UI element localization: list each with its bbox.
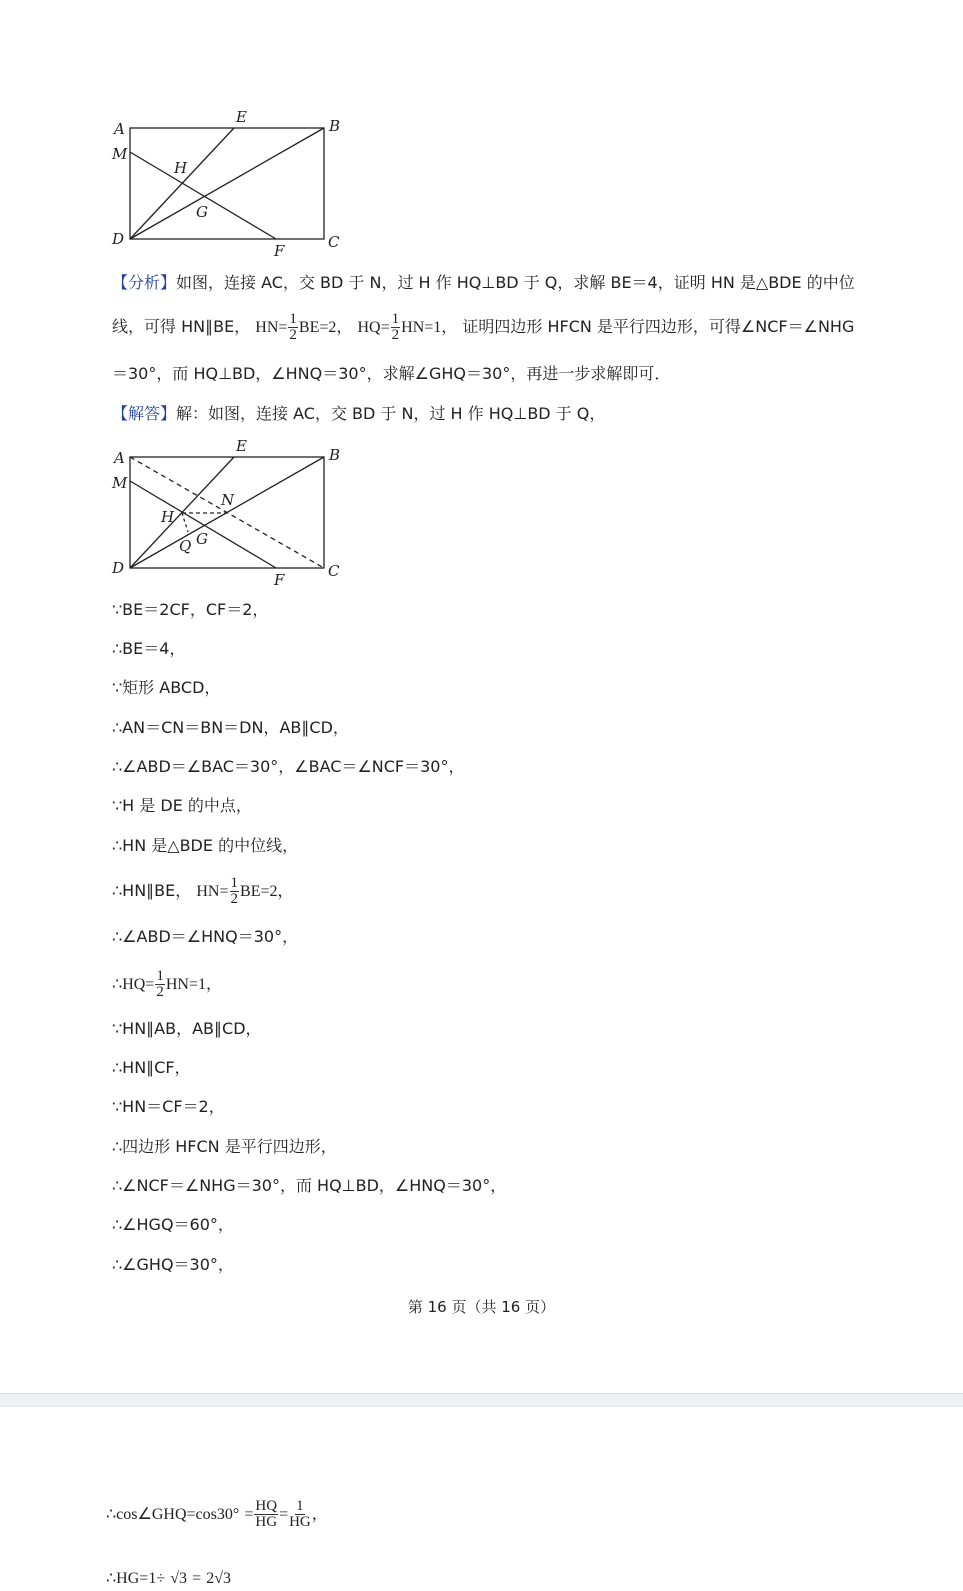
label-m: M <box>112 145 128 163</box>
fraction-half-4 <box>155 969 165 1000</box>
document-page-17-top <box>0 1407 963 1591</box>
frac-den: 2 <box>391 327 400 343</box>
label-q: Q <box>179 537 192 555</box>
analysis-be: BE=2， <box>298 319 353 336</box>
answer-tag: 【解答】 <box>112 404 177 423</box>
step-17: ∴∠GHQ＝30°， <box>112 1255 234 1274</box>
step-1: ∵BE＝2CF，CF＝2， <box>112 600 269 619</box>
analysis-line-3: ＝30°，而 HQ⊥BD，∠HNQ＝30°，求解∠GHQ＝30°，再进一步求解即可． <box>112 364 671 383</box>
step-11: ∵HN∥AB，AB∥CD， <box>112 1019 262 1038</box>
cos-end: ， <box>311 1504 328 1523</box>
analysis-hn: HN= <box>255 319 288 336</box>
label-m: M <box>112 474 128 492</box>
step-13: ∵HN＝CF＝2， <box>112 1097 225 1116</box>
two-sqrt3: 2√3 <box>206 1570 231 1587</box>
step-7: ∴HN 是△BDE 的中位线， <box>112 836 299 855</box>
step-12: ∴HN∥CF， <box>112 1058 191 1077</box>
label-h: H <box>161 508 175 526</box>
label-c: C <box>328 233 340 251</box>
step-9: ∴∠ABD＝∠HNQ＝30°， <box>112 927 299 946</box>
label-d: D <box>112 230 125 248</box>
label-d: D <box>112 559 125 577</box>
label-a: A <box>114 120 125 138</box>
frac-num: 1 <box>156 968 164 984</box>
step-2: ∴BE＝4， <box>112 639 186 658</box>
step-8-a: ∴HN∥BE， <box>112 881 192 900</box>
frac-num: 1 <box>391 311 400 327</box>
step-5: ∴∠ABD＝∠BAC＝30°，∠BAC＝∠NCF＝30°， <box>112 757 465 776</box>
step-8 <box>112 876 294 907</box>
analysis-text-2a: 线，可得 HN∥BE， <box>112 317 251 336</box>
step-16: ∴∠HGQ＝60°， <box>112 1215 234 1234</box>
sqrt3: √3 <box>170 1570 187 1587</box>
page-separator <box>0 1393 963 1407</box>
label-h: H <box>174 159 188 177</box>
step-14: ∴四边形 HFCN 是平行四边形， <box>112 1137 337 1156</box>
analysis-line-2 <box>112 312 854 343</box>
frac-num: 1 <box>289 311 297 327</box>
frac-den: 2 <box>230 891 239 907</box>
hg-eq: = <box>192 1570 202 1587</box>
answer-intro-line <box>112 403 605 425</box>
hg-text: ∴HG=1÷ <box>106 1570 166 1587</box>
frac-num: 1 <box>296 1498 304 1514</box>
step-10-hn: HN=1， <box>165 976 222 993</box>
label-b: B <box>329 117 341 135</box>
frac-num: 1 <box>230 875 239 891</box>
step-10 <box>112 969 222 1000</box>
fraction-half-2 <box>391 312 401 343</box>
analysis-line-1 <box>112 272 912 294</box>
analysis-text-2b: 证明四边形 HFCN 是平行四边形，可得∠NCF＝∠NHG <box>462 317 855 336</box>
label-a: A <box>114 449 125 467</box>
step-10-a: ∴ <box>112 974 123 993</box>
frac-den: 2 <box>156 984 164 1000</box>
step-3: ∵矩形 ABCD， <box>112 678 221 697</box>
figure-1-rectangle <box>108 106 348 266</box>
step-8-be: BE=2， <box>240 883 294 900</box>
label-e: E <box>236 437 247 455</box>
label-g: G <box>196 530 208 548</box>
label-f: F <box>274 242 285 260</box>
label-b: B <box>329 446 341 464</box>
figure-2-rectangle <box>108 435 348 595</box>
cos-eq: = <box>244 1506 254 1523</box>
page-footer: 第 16 页（共 16 页） <box>407 1298 556 1316</box>
fraction-hq-hg <box>254 1499 278 1530</box>
frac-den: HG <box>289 1514 311 1530</box>
fraction-half-3 <box>230 876 240 907</box>
step-4: ∴AN＝CN＝BN＝DN，AB∥CD， <box>112 718 349 737</box>
cos-eq-2: = <box>279 1506 289 1523</box>
label-f: F <box>274 571 285 589</box>
segment-db <box>130 128 324 239</box>
answer-intro: 解：如图，连接 AC，交 BD 于 N，过 H 作 HQ⊥BD 于 Q， <box>176 404 606 423</box>
frac-den: 2 <box>289 327 297 343</box>
label-e: E <box>236 108 247 126</box>
fraction-1-hg <box>289 1499 311 1530</box>
analysis-tag: 【分析】 <box>112 273 177 292</box>
step-8-hn: HN= <box>196 883 229 900</box>
step-10-hq: HQ= <box>122 976 155 993</box>
label-n: N <box>221 491 235 509</box>
step-6: ∵H 是 DE 的中点， <box>112 796 252 815</box>
cos-text: ∴cos∠GHQ=cos30° <box>106 1506 240 1523</box>
label-g: G <box>196 203 208 221</box>
fraction-half-1 <box>288 312 298 343</box>
frac-num: HQ <box>255 1498 278 1514</box>
analysis-hq: HQ= <box>357 319 390 336</box>
hg-line-partial <box>106 1567 231 1590</box>
analysis-hn1: HN=1， <box>401 319 458 336</box>
label-c: C <box>328 562 340 580</box>
cos-line <box>106 1499 328 1530</box>
frac-den: HG <box>255 1514 278 1530</box>
step-15: ∴∠NCF＝∠NHG＝30°，而 HQ⊥BD，∠HNQ＝30°， <box>112 1176 507 1195</box>
segment-hq-dashed <box>182 513 188 532</box>
analysis-text-1: 如图，连接 AC，交 BD 于 N，过 H 作 HQ⊥BD 于 Q，求解 BE＝4，证明 HN 是△BDE 的中位 <box>176 273 855 292</box>
